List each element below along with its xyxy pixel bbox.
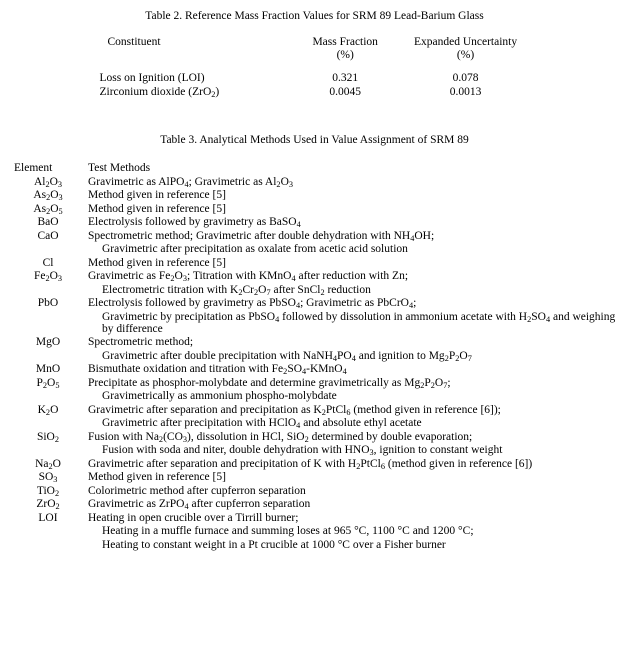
table-row (100, 86, 530, 100)
table3-cell-test-method: Colorimetric method after cupferron separation (88, 484, 306, 497)
table3-cell-test-method: Gravimetric as AlPO$_4$; Gravimetric as $Al_2O_3$ (88, 175, 294, 189)
table3-cell-element: $K_2O$ (37, 403, 59, 417)
table3-cell-element: BaO (37, 216, 59, 228)
table-row (14, 458, 624, 472)
table3-cell-test-method: Electrometric titration with $K_2Cr_2O_7$ after SnCl$_2$ reduction (102, 283, 371, 297)
table2-cell-expanded-uncertainty: 0.0013 (449, 86, 482, 98)
table3-cell-element-blank (14, 417, 82, 431)
table2-unit-expanded-uncertainty: (%) (456, 49, 475, 61)
table-row (14, 377, 624, 391)
table3-cell-test-method: Spectrometric method; Gravimetric after double dehydration with $NH_4OH$; (88, 229, 435, 243)
table2-unit-row (100, 49, 530, 72)
table3-cell-test-method: Heating in open crucible over a Tirrill burner; (88, 511, 299, 524)
document-page (0, 10, 629, 655)
table3-cell-test-method: Gravimetric as $Fe_2O_3$; Titration with KMnO$_4$ after reduction with Zn; (88, 270, 409, 284)
table-row (14, 525, 624, 539)
table3-cell-element-blank (14, 243, 82, 257)
table3-header-row (14, 162, 624, 176)
table2-cell-constituent: Zirconium dioxide (ZrO$_2$) (99, 86, 220, 100)
table3-cell-test-method: Electrolysis followed by gravimetry as PbSO$_4$; Gravimetric as PbCrO$_4$; (88, 297, 417, 311)
table3-cell-test-method: Heating to constant weight in a Pt crucible at 1000 °C over a Fisher burner (102, 538, 446, 551)
table-row (14, 350, 624, 364)
table2-cell-mass-fraction: 0.321 (332, 72, 359, 84)
table3-cell-test-method: Gravimetric by precipitation as PbSO$_4$ followed by dissolution in ammonium acetate with $H_2SO_4$ and weighing by difference (102, 310, 616, 335)
table3-cell-test-method: Gravimetric after precipitation as oxalate from acetic acid solution (102, 243, 408, 255)
table3-cell-element: $Al_2O_3$ (33, 175, 63, 189)
table-row (14, 216, 624, 230)
table-row (14, 270, 624, 284)
table2-caption: Table 2. Reference Mass Fraction Values for SRM 89 Lead-Barium Glass (145, 10, 484, 22)
table3-cell-element: Cl (42, 256, 54, 269)
table3-cell-test-method: Heating in a muffle furnace and summing loses at 965 °C, 1100 °C and 1200 °C; (102, 525, 474, 537)
table3-cell-element: $P_2O_5$ (36, 376, 60, 390)
table-row (14, 311, 624, 337)
table-row (14, 417, 624, 431)
table3-cell-element: LOI (38, 511, 58, 524)
table2-cell-constituent: Loss on Ignition (LOI) (99, 72, 205, 84)
table3-cell-test-method: Gravimetric after precipitation with HClO$_4$ and absolute ethyl acetate (102, 417, 422, 431)
table3-cell-element: SiO$_2$ (36, 430, 60, 444)
table3-cell-element: $Fe_2O_3$ (33, 270, 63, 284)
table3-header-test-methods: Test Methods (88, 162, 151, 174)
table-row (14, 390, 624, 404)
table3-cell-test-method: Gravimetric as ZrPO$_4$ after cupferron separation (88, 498, 311, 512)
table2-header-expanded-uncertainty: Expanded Uncertainty (413, 36, 518, 48)
table-row (14, 539, 624, 553)
table3-cell-test-method: Method given in reference [5] (88, 202, 226, 215)
table3-cell-element: MnO (35, 363, 61, 375)
table2 (100, 36, 530, 100)
table-row (14, 257, 624, 271)
table3-header-element: Element (14, 162, 53, 174)
table3-cell-test-method: Method given in reference [5] (88, 189, 226, 201)
table-row (14, 498, 624, 512)
table3-cell-element-blank (14, 284, 82, 298)
table3-cell-element: MgO (35, 336, 61, 348)
table3 (14, 162, 624, 552)
table3-cell-element: CaO (37, 229, 59, 242)
table3-cell-test-method: Electrolysis followed by gravimetry as BaSO$_4$ (88, 216, 301, 230)
table-row (14, 297, 624, 311)
table-row (14, 189, 624, 203)
table3-cell-element: $As_2O_3$ (33, 189, 63, 203)
table-row (14, 471, 624, 485)
table-row (14, 404, 624, 418)
table-row (14, 176, 624, 190)
table3-cell-test-method: Fusion with $Na_2(CO_3)$, dissolution in HCl, SiO$_2$ determined by double evaporation; (88, 430, 473, 444)
table2-header-mass-fraction: Mass Fraction (312, 36, 378, 48)
table-row (14, 243, 624, 257)
table3-cell-element: $Na_2O$ (35, 457, 61, 471)
table3-cell-test-method: Fusion with soda and niter, double dehydration with $HNO_3$, ignition to constant weight (102, 444, 503, 458)
table-row (14, 336, 624, 350)
table3-cell-test-method: Gravimetric after separation and precipitation of K with $H_2PtCl_6$ (method given in reference [6]) (88, 457, 533, 471)
table3-cell-element: PbO (37, 297, 59, 309)
table3-body (14, 162, 624, 552)
table3-cell-test-method: Bismuthate oxidation and titration with $Fe_2SO_4-KMnO_4$ (88, 363, 347, 377)
table3-caption: Table 3. Analytical Methods Used in Value Assignment of SRM 89 (160, 134, 469, 146)
table2-unit-mass-fraction: (%) (336, 49, 354, 61)
table-row (100, 72, 530, 86)
table-row (14, 230, 624, 244)
table-row (14, 512, 624, 526)
table2-cell-mass-fraction: 0.0045 (329, 86, 361, 98)
table3-cell-test-method: Gravimetric after separation and precipitation as $K_2PtCl_6$ (method given in reference [6]); (88, 403, 501, 417)
table3-cell-test-method: Gravimetrically as ammonium phospho-molybdate (102, 390, 337, 402)
table3-cell-element-blank (14, 350, 82, 364)
table3-cell-test-method: Method given in reference [5] (88, 256, 226, 269)
table3-cell-element: ZrO$_2$ (36, 498, 60, 512)
table-row (14, 363, 624, 377)
table3-cell-element-blank (14, 444, 82, 458)
table3-cell-element: TiO$_2$ (36, 484, 60, 498)
table3-cell-element-blank (14, 311, 82, 337)
table3-cell-element-blank (14, 539, 82, 553)
table3-cell-element: $As_2O_5$ (33, 202, 63, 216)
table3-cell-test-method: Method given in reference [5] (88, 471, 226, 483)
table2-unit-blank (100, 49, 289, 72)
table2-cell-expanded-uncertainty: 0.078 (452, 72, 479, 84)
table3-cell-test-method: Spectrometric method; (88, 336, 194, 348)
table3-cell-element-blank (14, 390, 82, 404)
table-row (14, 444, 624, 458)
table-row (14, 431, 624, 445)
table-row (14, 284, 624, 298)
table2-body (100, 36, 530, 100)
table-row (14, 203, 624, 217)
table3-cell-test-method: Precipitate as phosphor-molybdate and determine gravimetrically as $Mg_2P_2O_7$; (88, 376, 451, 390)
table-row (14, 485, 624, 499)
table3-cell-element-blank (14, 525, 82, 539)
table2-header-row (100, 36, 530, 49)
table3-cell-element: $SO_3$ (38, 471, 58, 485)
table2-header-constituent: Constituent (107, 36, 161, 48)
table3-cell-test-method: Gravimetric after double precipitation with $NaNH_4PO_4$ and ignition to $Mg_2P_2O_7$ (102, 349, 472, 363)
